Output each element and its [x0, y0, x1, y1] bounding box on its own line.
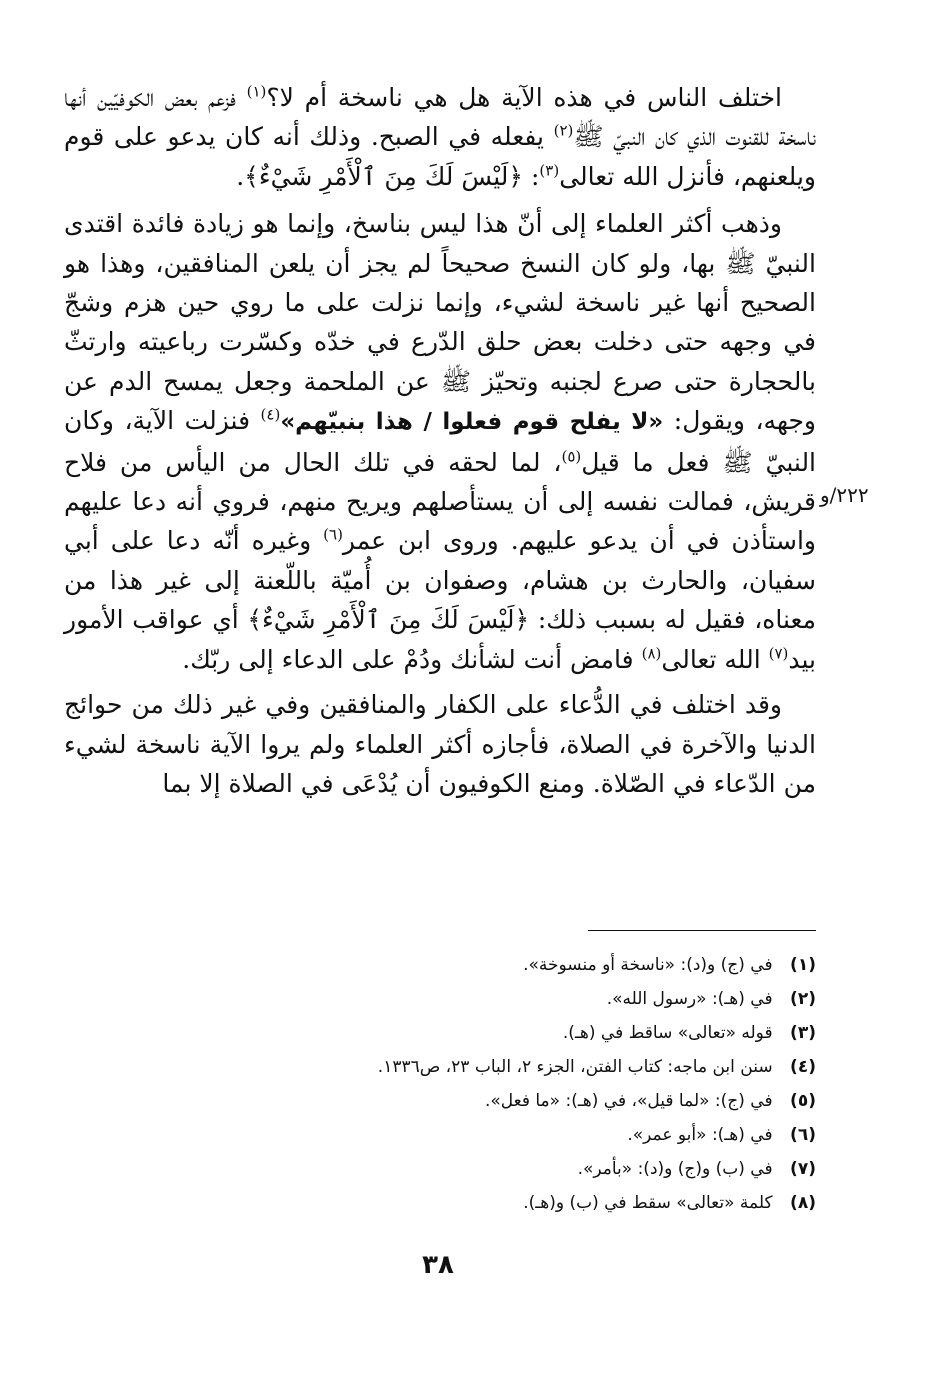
footnote-text: في (هـ): «أبو عمر». [627, 1125, 773, 1145]
footnote-number: (١) [790, 955, 816, 975]
footnote-item [64, 1152, 816, 1186]
footnote-number: (٢) [790, 989, 816, 1009]
footnote-number: (٥) [790, 1091, 816, 1111]
footnote-item [64, 1084, 816, 1118]
text-run: وغيره أنّه دعا على أبي سفيان، والحارث بن هشام، وصفوان بن أُميّة باللّعنة إلى غير هذا من معناه، فقيل له بسبب ذلك: ﴿لَيْسَ لَكَ مِنَ ٱلْأَمْرِ شَيْءٌ﴾ أي عواقب الأمور بيد [64, 526, 816, 674]
paragraph-1 [64, 78, 816, 196]
text-run: فنزلت الآية، وكان النبيّ ﷺ فعل ما قيل [64, 406, 817, 477]
text-run: فامض أنت لشأنك ودُمْ على الدعاء إلى ربّك. [182, 644, 642, 674]
quran-quote: : ﴿لَيْسَ لَكَ مِنَ ٱلْأَمْرِ شَيْءٌ﴾. [236, 161, 540, 191]
main-text [64, 78, 816, 809]
footnote-ref-3[interactable]: (٣) [539, 161, 560, 180]
footnote-number: (٨) [790, 1193, 816, 1213]
text-run: وذهب أكثر العلماء إلى أنّ هذا ليس بناسخ، وإنما هو زيادة فائدة اقتدى النبيّ ﷺ بها، ولو كان النسخ صحيحاً لم يجز أن يلعن المنافقين، وهذا هو الصحيح أنها غير ناسخة لشيء، وإنما نزلت على ما روي حين هزم وشجّ في وجهه حتى دخلت بعض حلق الدّرع في خدّه وكسّرت رباعيته وارتثّ بالحجارة حتى صرع لجنبه وتحيّز ﷺ عن الملحمة وجعل يمسح الدم عن وجهه، ويقول: [64, 209, 816, 436]
text-run: ، لما لحقه في تلك الحال من اليأس من فلاح قريش، فمالت نفسه إلى أن يستأصلهم ويريح منهم، فروي أنه دعا عليهم واستأذن في أن يدعو عليهم. وروى ابن عمر [64, 447, 817, 556]
footnote-text: كلمة «تعالى» سقط في (ب) و(هـ). [523, 1193, 773, 1213]
footnote-ref-1[interactable]: (١) [246, 82, 267, 101]
footnote-item [64, 1016, 816, 1050]
footnotes [64, 948, 816, 1220]
text-run: اختلف الناس في هذه الآية هل هي ناسخة أم لا؟ [266, 83, 782, 112]
footnote-item [64, 1118, 816, 1152]
footnote-ref-2[interactable]: (٢) [553, 122, 574, 141]
footnote-text: في (هـ): «رسول الله». [606, 989, 773, 1009]
paragraph-3: وقد اختلف في الدُّعاء على الكفار والمنافقين وفي غير ذلك من حوائج الدنيا والآخرة في الصلاة، فأجازه أكثر العلماء ولم يروا الآية ناسخة لشيء من الدّعاء في الصّلاة. ومنع الكوفيون أن يُدْعَى في الصلاة إلا بما [64, 690, 816, 798]
footnote-number: (٤) [790, 1057, 816, 1077]
footnote-ref-6[interactable]: (٦) [323, 526, 343, 545]
footnote-text: في (ب) و(ج) و(د): «بأمر». [577, 1159, 773, 1179]
text-run: فزعم بعض الكوفيّين أنها ناسخة للقنوت الذي كان النبيّ ﷺ [64, 83, 817, 152]
footnote-ref-5[interactable]: (٥) [561, 447, 582, 466]
hadith-quote: «لا يفلح قوم فعلوا / هذا بنبيّهم» [280, 409, 664, 436]
footnote-item [64, 982, 816, 1016]
footnote-divider [588, 930, 816, 931]
footnote-text: في (ج) و(د): «ناسخة أو منسوخة». [523, 955, 773, 975]
footnote-item [64, 1050, 816, 1084]
text-run: يفعله في الصبح. وذلك أنه كان يدعو على قوم ويلعنهم، فأنزل الله تعالى [64, 122, 816, 191]
footnote-number: (٧) [790, 1159, 816, 1179]
paragraph-2 [64, 204, 816, 679]
footnote-item [64, 948, 816, 982]
footnote-text: قوله «تعالى» ساقط في (هـ). [562, 1023, 773, 1043]
footnote-text: سنن ابن ماجه: كتاب الفتن، الجزء ٢، الباب ٢٣، ص١٣٣٦. [377, 1057, 773, 1077]
footnote-ref-4[interactable]: (٤) [260, 405, 281, 424]
footnote-text: في (ج): «لما قيل»، في (هـ): «ما فعل». [484, 1091, 773, 1111]
manuscript-folio-marker: ٢٢٢/و [820, 483, 869, 507]
page-number: ٣٨ [422, 1250, 454, 1280]
footnote-item [64, 1186, 816, 1220]
footnote-number: (٦) [790, 1125, 816, 1145]
footnote-ref-8[interactable]: (٨) [641, 644, 662, 663]
text-run: الله تعالى [661, 644, 769, 674]
footnote-ref-7[interactable]: (٧) [768, 644, 789, 663]
footnote-number: (٣) [790, 1023, 816, 1043]
